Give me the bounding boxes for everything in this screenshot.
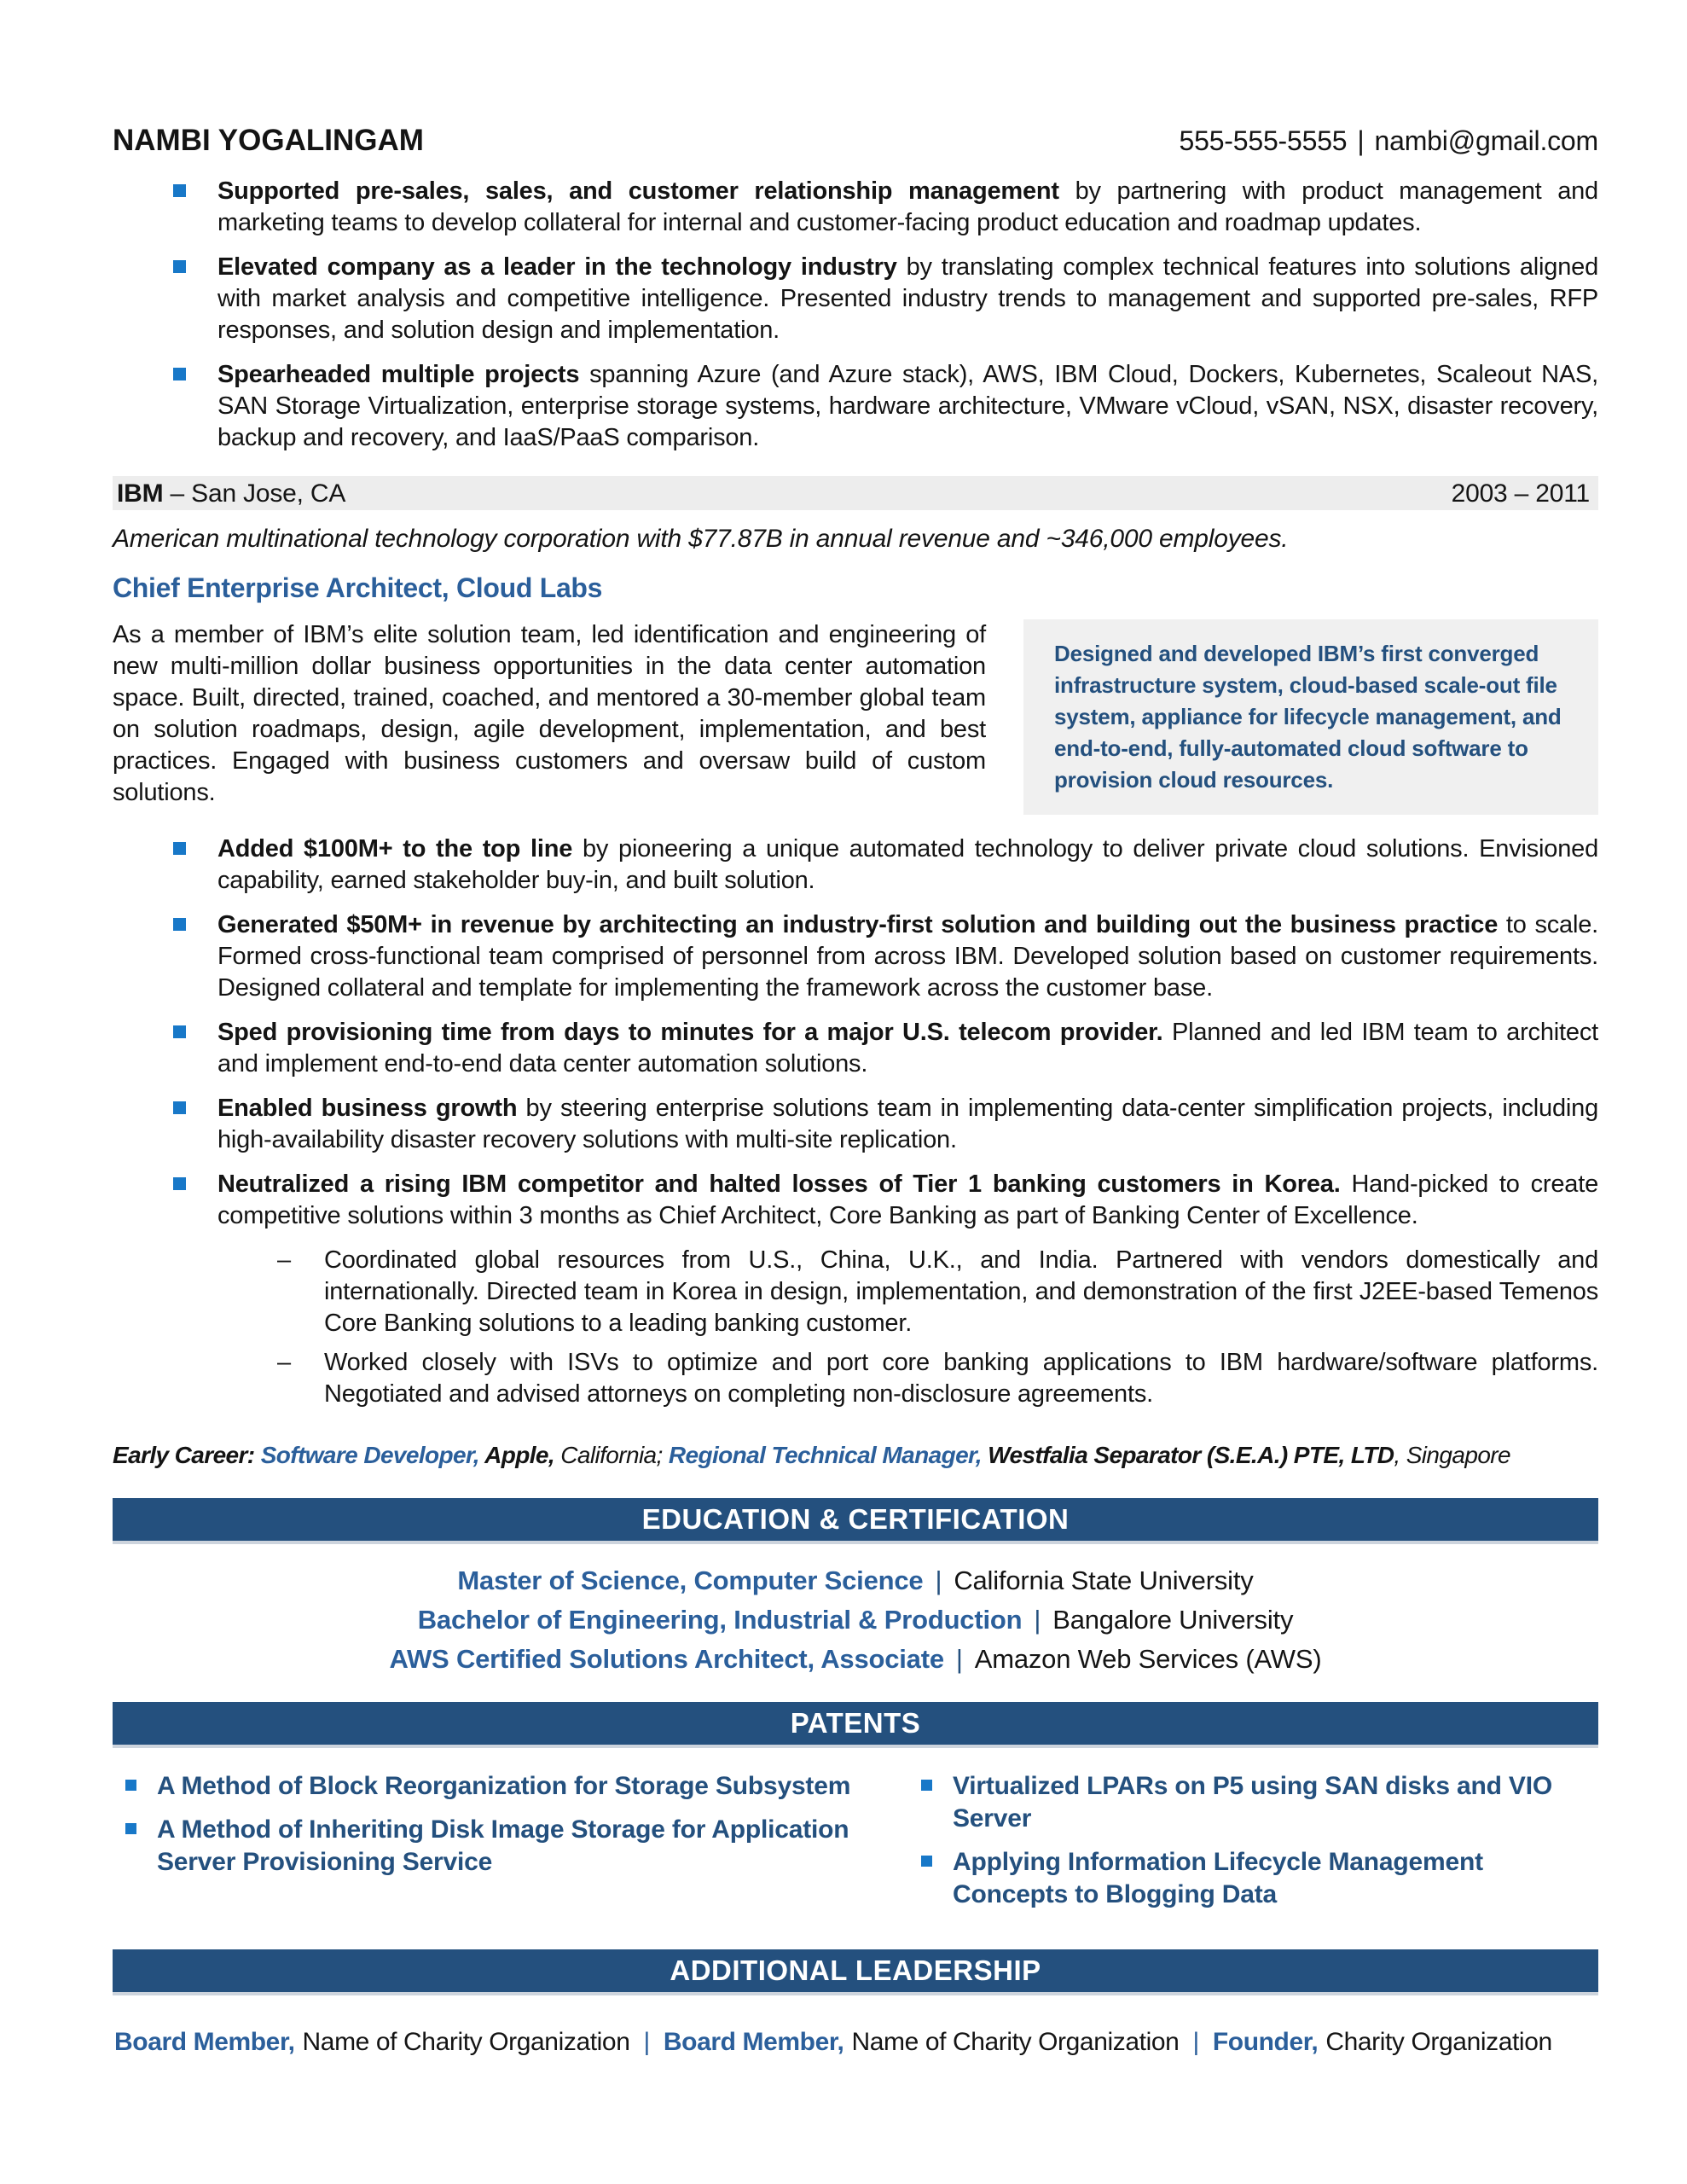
patent-title: Virtualized LPARs on P5 using SAN disks and VIO Server (953, 1772, 1552, 1833)
achievement-bullet-list (173, 834, 1598, 1232)
contact-info (1180, 125, 1598, 157)
bullet-square-icon (173, 1025, 186, 1038)
bullet-text (217, 252, 1598, 346)
bullet-square-icon (125, 1823, 136, 1834)
bullet-text (217, 176, 1598, 239)
early-career-company: Westfalia Separator (S.E.A.) PTE, LTD (982, 1442, 1394, 1468)
list-item (277, 1347, 1598, 1410)
degree: AWS Certified Solutions Architect, Associate (389, 1644, 944, 1674)
header (113, 0, 1598, 157)
section-header-patents: PATENTS (113, 1702, 1598, 1748)
bullet-lead: Added $100M+ to the top line (217, 835, 573, 863)
dash-bullet-icon: – (277, 1246, 291, 1274)
pipe-separator: | (643, 2028, 650, 2056)
list-item (173, 909, 1598, 1004)
bullet-lead: Generated $50M+ in revenue by architecting an industry-first solution and building out the business practice (217, 911, 1499, 938)
patent-item (125, 1814, 896, 1879)
bullet-rest: by pioneering a unique automated technology to deliver private cloud solutions. Envisioned capability, earned stakeholder buy-in, and built solution. (217, 835, 1599, 894)
early-career-location: California; (554, 1442, 663, 1468)
bullet-text (217, 834, 1598, 897)
bullet-lead: Supported pre-sales, sales, and customer relationship management (217, 177, 1059, 205)
company-description: American multinational technology corporation with $77.87B in annual revenue and ~346,000 employees. (113, 525, 1289, 553)
section-header-leadership: ADDITIONAL LEADERSHIP (113, 1949, 1598, 1995)
patents-column-left (125, 1770, 896, 1922)
bullet-square-icon (173, 184, 186, 197)
list-item (173, 176, 1598, 239)
pipe-separator: | (935, 1565, 942, 1595)
sub-bullet-text: Worked closely with ISVs to optimize and port core banking applications to IBM hardware/software platforms. Negotiated and advised attorneys on completing non-disclosure agreements. (324, 1349, 1598, 1408)
leadership-role: Founder, (1212, 2028, 1319, 2056)
patent-item (921, 1770, 1598, 1835)
bullet-text (217, 1017, 1598, 1080)
overview-section (113, 619, 1598, 815)
bullet-square-icon (173, 260, 186, 273)
bullet-rest: by translating complex technical features into solutions aligned with market analysis and competitive intelligence. Presented industry trends to management and supported pre-sales, RFP responses, and solution design and implementation. (217, 253, 1598, 344)
pipe-separator: | (955, 1644, 963, 1674)
patents-section (113, 1770, 1598, 1922)
bullet-square-icon (921, 1856, 932, 1867)
early-career-line (113, 1439, 1598, 1471)
bullet-square-icon (921, 1780, 932, 1791)
bullet-text (217, 359, 1598, 454)
bullet-square-icon (173, 368, 186, 380)
early-career-title: Regional Technical Manager, (662, 1442, 982, 1468)
summary-bullet-list (173, 176, 1598, 454)
highlight-callout-box (1023, 619, 1598, 815)
bullet-lead: Sped provisioning time from days to minutes for a major U.S. telecom provider. (217, 1019, 1163, 1046)
employer-bar (113, 476, 1598, 510)
role-overview: As a member of IBM’s elite solution team, led identification and engineering of new multi-million dollar business opportunities in the data center automation space. Built, directed, trained, coached, and mentored a 30-member global team on solution roadmaps, design, agile development, implementation, and best practices. Engaged with business customers and oversaw build of custom solutions. (113, 621, 986, 806)
bullet-text (217, 1169, 1598, 1232)
bullet-square-icon (173, 842, 186, 855)
employer-location: – San Jose, CA (163, 479, 346, 508)
leadership-role: Board Member, (663, 2028, 844, 2056)
institution: Bangalore University (1052, 1605, 1294, 1635)
bullet-rest: by partnering with product management and marketing teams to develop collateral for internal and customer-facing product education and roadmap updates. (217, 177, 1598, 236)
leadership-org: Charity Organization (1325, 2028, 1552, 2056)
education-row (113, 1643, 1598, 1675)
bullet-square-icon (173, 1177, 186, 1190)
pipe-separator: | (1192, 2028, 1199, 2056)
leadership-org: Name of Charity Organization (302, 2028, 630, 2056)
candidate-name: NAMBI YOGALINGAM (113, 124, 424, 157)
pipe-separator: | (1034, 1605, 1041, 1635)
bullet-rest: Planned and led IBM team to architect and implement end-to-end data center automation solutions. (217, 1019, 1598, 1077)
bullet-lead: Neutralized a rising IBM competitor and halted losses of Tier 1 banking customers in Korea. (217, 1170, 1341, 1198)
email-address: nambi@gmail.com (1374, 125, 1598, 156)
employer-name-location (117, 478, 345, 509)
section-header-education: EDUCATION & CERTIFICATION (113, 1498, 1598, 1544)
education-row (113, 1565, 1598, 1596)
bullet-text (217, 1093, 1598, 1156)
list-item (173, 252, 1598, 346)
phone-number: 555-555-5555 (1179, 125, 1348, 156)
degree: Bachelor of Engineering, Industrial & Production (417, 1605, 1023, 1635)
education-row (113, 1604, 1598, 1635)
job-title: Chief Enterprise Architect, Cloud Labs (113, 572, 603, 603)
bullet-lead: Elevated company as a leader in the technology industry (217, 253, 897, 281)
patent-title: Applying Information Lifecycle Management Concepts to Blogging Data (953, 1848, 1483, 1908)
employment-dates: 2003 – 2011 (1451, 479, 1590, 508)
patents-column-right (921, 1770, 1598, 1922)
sub-bullet-list (277, 1245, 1598, 1410)
sub-bullet-text: Coordinated global resources from U.S., China, U.K., and India. Partnered with vendors domestically and internationally. Directed team in Korea in design, implementation, and demonstration of the first J2EE-based Temenos Core Banking solutions to a leading banking customer. (324, 1246, 1598, 1337)
bullet-square-icon (173, 1101, 186, 1114)
patent-title: A Method of Block Reorganization for Storage Subsystem (157, 1772, 851, 1800)
patent-item (921, 1846, 1598, 1911)
bullet-lead: Enabled business growth (217, 1095, 518, 1122)
early-career-company: Apple, (478, 1442, 555, 1468)
patent-title: A Method of Inheriting Disk Image Storage for Application Server Provisioning Service (157, 1815, 849, 1876)
bullet-rest: to scale. Formed cross-functional team comprised of personnel from across IBM. Developed solution based on customer requirements. Designed collateral and template for implementing the framework across the customer base. (217, 911, 1599, 1002)
bullet-square-icon (125, 1780, 136, 1791)
contact-separator: | (1357, 125, 1365, 156)
bullet-text (217, 909, 1598, 1004)
institution: California State University (954, 1565, 1254, 1595)
list-item (173, 359, 1598, 454)
list-item (173, 834, 1598, 897)
bullet-square-icon (173, 918, 186, 931)
early-career-location: , Singapore (1394, 1442, 1510, 1468)
leadership-role: Board Member, (114, 2028, 295, 2056)
bullet-lead: Spearheaded multiple projects (217, 361, 580, 388)
bullet-rest: by steering enterprise solutions team in implementing data-center simplification projects, including high-availability disaster recovery solutions with multi-site replication. (217, 1095, 1598, 1153)
early-career-title: Software Developer, (254, 1442, 479, 1468)
list-item (277, 1245, 1598, 1339)
bullet-rest: spanning Azure (and Azure stack), AWS, IBM Cloud, Dockers, Kubernetes, Scaleout NAS, SAN Storage Virtualization, enterprise storage systems, hardware architecture, VMware vCloud, vSAN, NSX, disaster recovery, backup and recovery, and IaaS/PaaS comparison. (217, 361, 1598, 451)
bullet-rest: Hand-picked to create competitive solutions within 3 months as Chief Architect, Core Banking as part of Banking Center of Excellence. (217, 1170, 1598, 1229)
list-item (173, 1093, 1598, 1156)
institution: Amazon Web Services (AWS) (974, 1644, 1322, 1674)
list-item (173, 1017, 1598, 1080)
degree: Master of Science, Computer Science (457, 1565, 924, 1595)
early-career-label: Early Career: (113, 1442, 255, 1468)
dash-bullet-icon: – (277, 1349, 291, 1376)
leadership-org: Name of Charity Organization (851, 2028, 1180, 2056)
employer-name: IBM (117, 479, 164, 508)
list-item (173, 1169, 1598, 1232)
patent-item (125, 1770, 896, 1803)
education-list (113, 1565, 1598, 1675)
callout-text: Designed and developed IBM’s first converged infrastructure system, cloud-based scale-out file system, appliance for lifecycle management, and end-to-end, fully-automated cloud software to provision cloud resources. (1054, 641, 1562, 793)
leadership-line (114, 2026, 1598, 2058)
